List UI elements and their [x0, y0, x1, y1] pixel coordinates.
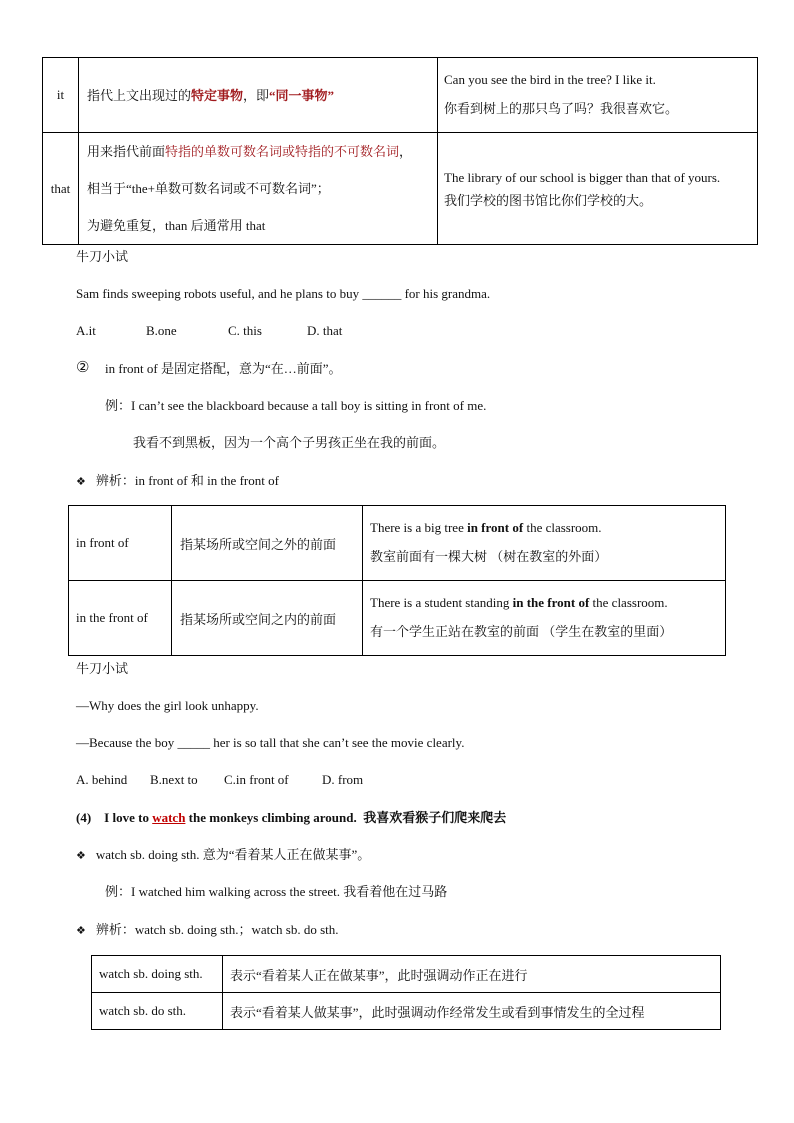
- diamond-bullet-icon: ❖: [76, 476, 86, 488]
- quiz-option-d: D. that: [307, 323, 343, 338]
- table-cell-meaning: 表示“看着某人做某事”，此时强调动作经常发生或看到事情发生的全过程: [223, 993, 721, 1030]
- example-cn: 我看不到黑板，因为一个高个子男孩正坐在我的前面。: [133, 435, 446, 450]
- example-en: The library of our school is bigger than that of yours.: [444, 169, 721, 185]
- analysis-label: 辨析：in front of 和 in the front of: [95, 473, 279, 488]
- table-cell-example: [438, 58, 758, 133]
- table-cell-meaning: 指某场所或空间之内的前面: [172, 581, 363, 656]
- quiz-dialog-line1: —Why does the girl look unhappy.: [76, 698, 259, 713]
- table-cell-usage: 指代上文出现过的特定事物，即“同一事物”: [79, 58, 438, 133]
- table-cell-phrase: in front of: [69, 506, 172, 581]
- quiz-option-c: C.in front of: [224, 772, 289, 787]
- highlight-same: “同一事物”: [269, 87, 335, 103]
- example-cn: 我们学校的图书馆比你们学校的大。: [444, 192, 653, 208]
- diamond-bullet-icon: ❖: [76, 850, 86, 862]
- quiz-dialog-line2: —Because the boy _____ her is so tall that she can’t see the movie clearly.: [76, 735, 465, 750]
- quiz-option-a: A. behind: [76, 772, 128, 787]
- point-marker: ②: [76, 360, 90, 376]
- table-cell-phrase: in the front of: [69, 581, 172, 656]
- table-cell-usage: 用来指代前面特指的单数可数名词或特指的不可数名词， 相当于“the+单数可数名词或不可数名词”； 为避免重复，than 后通常用 that: [79, 133, 438, 245]
- diamond-bullet-icon: ❖: [76, 925, 86, 937]
- table-cell-meaning: 表示“看着某人正在做某事”，此时强调动作正在进行: [223, 956, 721, 993]
- table-cell-word: that: [43, 133, 79, 245]
- table-cell-phrase: watch sb. doing sth.: [92, 956, 223, 993]
- table-cell-example: There is a big tree in front of the classroom. 教室前面有一棵大树 （树在教室的外面）: [363, 506, 726, 581]
- table-cell-meaning: 指某场所或空间之外的前面: [172, 506, 363, 581]
- quiz-title: 牛刀小试: [76, 661, 129, 676]
- highlight-specific: 特定事物: [191, 87, 244, 103]
- key-word: watch: [152, 810, 186, 825]
- quiz-question: Sam finds sweeping robots useful, and he plans to buy ______ for his grandma.: [76, 286, 491, 301]
- quiz-option-d: D. from: [322, 772, 364, 787]
- highlight-specific-noun: 特指的单数可数名词或特指的不可数名词: [165, 144, 400, 159]
- quiz-option-a: A.it: [76, 323, 96, 338]
- quiz-option-b: B.one: [146, 323, 177, 338]
- analysis-label: 辨析：watch sb. doing sth.；watch sb. do sth.: [95, 922, 339, 937]
- quiz-title: 牛刀小试: [76, 249, 129, 264]
- example-en: 例：I can’t see the blackboard because a tall boy is sitting in front of me.: [105, 398, 487, 413]
- example-cn: 你看到树上的那只鸟了吗？我很喜欢它。: [444, 101, 679, 116]
- quiz-option-c: C. this: [228, 323, 262, 338]
- example-sentence: 例：I watched him walking across the street. 我看着他在过马路: [105, 884, 448, 899]
- point-text: in front of 是固定搭配，意为“在…前面”。: [105, 361, 342, 376]
- table-cell-word: it: [43, 58, 79, 133]
- example-en: Can you see the bird in the tree? I like it.: [444, 72, 656, 87]
- table-cell-example: [438, 133, 758, 245]
- quiz-option-b: B.next to: [150, 772, 198, 787]
- point4-heading: (4) I love to watch the monkeys climbing around. 我喜欢看猴子们爬来爬去: [76, 810, 507, 825]
- table-cell-phrase: watch sb. do sth.: [92, 993, 223, 1030]
- front-of-table: [68, 505, 726, 656]
- watch-table: [91, 955, 721, 1030]
- it-that-table: [42, 57, 758, 245]
- table-cell-example: There is a student standing in the front of the classroom. 有一个学生正站在教室的前面 （学生在教室的里面）: [363, 581, 726, 656]
